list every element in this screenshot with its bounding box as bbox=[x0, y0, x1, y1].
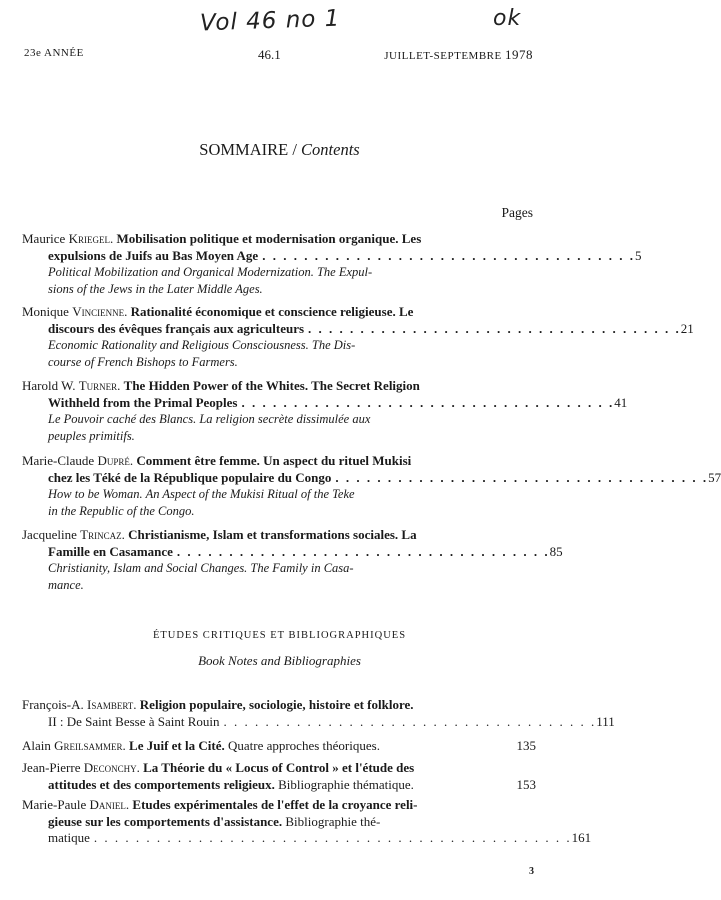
note-title: Etudes expérimentales de l'effet de la croyance reli- bbox=[132, 797, 418, 812]
leader-dots: . . . . . . . . . . . . . . . . . . . . . . . . . . . . . . . . . . . . bbox=[335, 469, 709, 485]
author-last: Trincaz. bbox=[80, 527, 125, 542]
note-title: Le Juif et la Cité. bbox=[129, 738, 225, 753]
translation-line-2: mance. bbox=[48, 577, 84, 592]
entry-line-1 bbox=[22, 797, 536, 814]
author-last: Vincienne. bbox=[72, 304, 128, 319]
translation-line-2: in the Republic of the Congo. bbox=[48, 503, 195, 518]
entry-line-1 bbox=[22, 453, 536, 470]
entry-line-2 bbox=[22, 543, 563, 561]
entry-line-2 bbox=[22, 713, 615, 731]
author-first: Marie-Claude bbox=[22, 453, 95, 468]
page-number: 85 bbox=[549, 543, 563, 559]
note-title-cont: II : De Saint Besse à Saint Rouin bbox=[48, 713, 220, 729]
note-entry bbox=[22, 760, 536, 793]
translation bbox=[22, 486, 536, 519]
article-title: Christianisme, Islam et transformations sociales. La bbox=[128, 527, 417, 542]
article-title-cont: Famille en Casamance bbox=[48, 543, 173, 559]
handwritten-ok-note: ok bbox=[493, 6, 522, 31]
leader-dots: . . . . . . . . . . . . . . . . . . . . . . . . . . . . . . . . . . . . bbox=[241, 394, 615, 410]
author-last: Greilsammer. bbox=[54, 738, 126, 753]
page-folio: 3 bbox=[529, 866, 534, 877]
running-head-year-number: 1978 bbox=[505, 47, 533, 62]
article-title: Rationalité économique et conscience religieuse. Le bbox=[130, 304, 414, 319]
page-number: 161 bbox=[571, 830, 592, 845]
translation bbox=[22, 264, 536, 297]
page-number: 111 bbox=[596, 713, 615, 729]
translation-line-1: Economic Rationality and Religious Consciousness. The Dis- bbox=[48, 338, 356, 352]
page-title bbox=[0, 140, 559, 160]
page-number: 5 bbox=[634, 247, 642, 263]
toc-entry bbox=[22, 231, 642, 297]
leader-dots: . . . . . . . . . . . . . . . . . . . . . . . . . . . . . . . . . . . . bbox=[262, 247, 635, 263]
entry-line-2 bbox=[22, 394, 628, 412]
note-title-end: matique bbox=[48, 830, 90, 845]
translation-line-1: How to be Woman. An Aspect of the Mukisi Ritual of the Teke bbox=[48, 487, 355, 501]
entry-line-1 bbox=[22, 697, 536, 714]
toc-entry bbox=[22, 453, 721, 519]
page-number: 135 bbox=[516, 738, 536, 753]
author-first: Monique bbox=[22, 304, 69, 319]
author-last: Kriegel. bbox=[68, 231, 114, 246]
handwritten-volume-note: Vol 46 no 1 bbox=[199, 5, 341, 37]
article-title: Comment être femme. Un aspect du rituel Mukisi bbox=[136, 453, 412, 468]
section-subheading: Book Notes and Bibliographies bbox=[198, 653, 361, 668]
note-title-cont: gieuse sur les comportements d'assistance. bbox=[48, 813, 283, 829]
running-head-months: JUILLET-SEPTEMBRE bbox=[384, 50, 502, 62]
author-first: Harold W. bbox=[22, 378, 76, 393]
toc-entry bbox=[22, 527, 563, 593]
note-entry bbox=[22, 797, 592, 847]
author-first: Maurice bbox=[22, 231, 66, 246]
author-last: Isambert. bbox=[87, 697, 137, 712]
toc-entry bbox=[22, 304, 694, 370]
page-number: 57 bbox=[708, 469, 721, 485]
title-en: Contents bbox=[301, 140, 360, 159]
entry-line-2 bbox=[22, 814, 536, 831]
entry-line-1 bbox=[22, 738, 536, 755]
translation bbox=[22, 411, 536, 444]
article-title-cont: chez les Téké de la République populaire du Congo bbox=[48, 469, 332, 485]
article-title: Mobilisation politique et modernisation organique. Les bbox=[116, 231, 422, 246]
translation-line-2: course of French Bishops to Farmers. bbox=[48, 354, 238, 369]
translation-line-2: peuples primitifs. bbox=[48, 428, 135, 443]
entry-line-2 bbox=[22, 320, 694, 338]
section-heading: ÉTUDES CRITIQUES ET BIBLIOGRAPHIQUES bbox=[152, 630, 407, 641]
entry-line-3 bbox=[22, 830, 592, 847]
page-number: 21 bbox=[680, 320, 694, 336]
entry-line-1 bbox=[22, 304, 536, 321]
note-subtitle: Bibliographie thé- bbox=[285, 813, 381, 829]
note-title: La Théorie du « Locus of Control » et l'étude des bbox=[143, 760, 415, 775]
entry-line-2 bbox=[22, 247, 642, 265]
note-title-cont: attitudes et des comportements religieux. bbox=[48, 776, 275, 792]
translation bbox=[22, 560, 536, 593]
running-head-issue: 46.1 bbox=[258, 47, 281, 62]
running-head-year: 23e ANNÉE bbox=[24, 47, 84, 59]
toc-entry bbox=[22, 378, 628, 444]
entry-line-1 bbox=[22, 378, 536, 395]
entry-line-1 bbox=[22, 231, 536, 248]
note-entry bbox=[22, 738, 536, 755]
note-entry bbox=[22, 697, 615, 730]
page-number: 41 bbox=[614, 394, 628, 410]
note-subtitle: Quatre approches théoriques. bbox=[227, 738, 380, 753]
title-fr: SOMMAIRE bbox=[199, 140, 289, 159]
article-title-cont: expulsions de Juifs au Bas Moyen Age bbox=[48, 247, 259, 263]
article-title-cont: Withheld from the Primal Peoples bbox=[48, 394, 238, 410]
translation-line-1: Political Mobilization and Organical Modernization. The Expul- bbox=[48, 265, 373, 279]
author-first: François-A. bbox=[22, 697, 84, 712]
pages-column-label: Pages bbox=[501, 205, 533, 220]
entry-line-2 bbox=[22, 469, 721, 487]
leader-dots: . . . . . . . . . . . . . . . . . . . . . . . . . . . . . . . . . . . . bbox=[176, 543, 550, 559]
author-first: Alain bbox=[22, 738, 51, 753]
leader-dots: . . . . . . . . . . . . . . . . . . . . . . . . . . . . . . . . . . . . bbox=[223, 713, 597, 729]
entry-line-1 bbox=[22, 527, 536, 544]
running-head-date bbox=[384, 47, 533, 63]
translation-line-1: Le Pouvoir caché des Blancs. La religion secrète dissimulée aux bbox=[48, 412, 371, 426]
page-number: 153 bbox=[516, 776, 536, 792]
article-title-cont: discours des évêques français aux agriculteurs bbox=[48, 320, 305, 336]
title-sep: / bbox=[292, 140, 297, 159]
translation bbox=[22, 337, 536, 370]
author-last: Deconchy. bbox=[83, 760, 140, 775]
article-title: The Hidden Power of the Whites. The Secret Religion bbox=[123, 378, 420, 393]
entry-line-1 bbox=[22, 760, 536, 777]
author-first: Jean-Pierre bbox=[22, 760, 81, 775]
author-last: Turner. bbox=[78, 378, 121, 393]
author-last: Dupré. bbox=[97, 453, 134, 468]
entry-line-2 bbox=[22, 777, 536, 794]
translation-line-2: sions of the Jews in the Later Middle Ages. bbox=[48, 281, 263, 296]
author-last: Daniel. bbox=[89, 797, 130, 812]
translation-line-1: Christianity, Islam and Social Changes. The Family in Casa- bbox=[48, 561, 354, 575]
author-first: Marie-Paule bbox=[22, 797, 87, 812]
note-title: Religion populaire, sociologie, histoire et folklore. bbox=[139, 697, 414, 712]
leader-dots: . . . . . . . . . . . . . . . . . . . . . . . . . . . . . . . . . . . . . . . . . . . . . . bbox=[93, 830, 572, 845]
leader-dots: . . . . . . . . . . . . . . . . . . . . . . . . . . . . . . . . . . . . bbox=[308, 320, 681, 336]
note-subtitle: Bibliographie thématique. bbox=[278, 776, 414, 792]
author-first: Jacqueline bbox=[22, 527, 77, 542]
